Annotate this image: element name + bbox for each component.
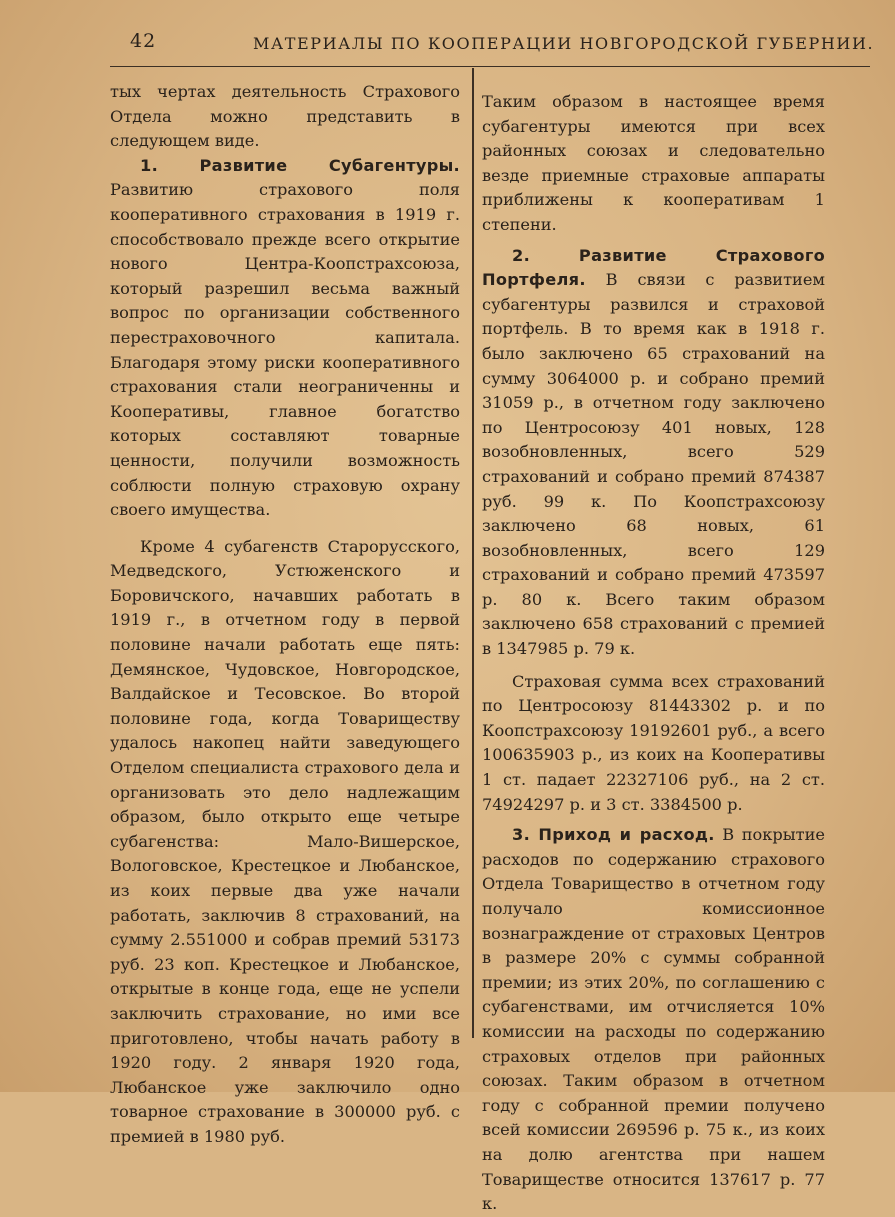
right-column [482,90,825,1217]
left-paragraph-subagency [110,154,460,523]
left-paragraph-continuation: тых чертах деятельность Страхового Отдела можно представить в следующем виде. [110,82,460,151]
running-head: МАТЕРИАЛЫ ПО КООПЕРАЦИИ НОВГОРОДСКОЙ ГУБЕРНИИ. [253,34,875,53]
right-paragraph-insured-sum: Страховая сумма всех страхований по Центросоюзу 81443302 р. и по Коопстрахсоюзу 19192601 руб., а всего 100635903 р., из коих на Кооперативы 1 ст. падает 22327106 руб., на 2 ст. 74924297 р. и 3 ст. 3384500 р. [482,671,825,814]
page-header [110,30,875,67]
section-text-subagency: Развитию страхового поля кооперативного страхования в 1919 г. способствовало прежде всего открытие нового Центра-Коопстрахсоюза, который разрешил весьма важный вопрос по организации собственного перестраховочного капитала. Благодаря этому риски кооперативного страхования стали неограниченны и Кооперативы, главное богатство которых составляют товарные ценности, получили возможность соблюсти полную страховую охрану своего имущества. [110,180,460,520]
section-heading-subagency: 1. Развитие Субагентуры. [140,155,460,175]
section-heading-income-expense: 3. Приход и расход. [512,825,715,845]
left-paragraph-subagencies-list: Кроме 4 субагенств Старорусского, Медведского, Устюженского и Боровичского, начавших работать в 1919 г., в отчетном году в первой половине начали работать еще пять: Демянское, Чудовское, Новгородское, Валдайское и Тесовское. Во второй половине года, когда Товариществу удалось накопец найти заведующего Отделом специалиста страхового дела и организовать это дело надлежащим образом, было открыто еще четыре субагенства: Мало-Вишерское, Вологовское, Крестецкое и Любанское, из коих первые два уже начали работать, заключив 8 страхований, на сумму 2.551000 и собрав премий 53173 руб. 23 коп. Крестецкое и Любанское, открытые в конце года, еще не успели заключить страхование, но ими все приготовлено, чтобы начать работу в 1920 году. 2 января 1920 года, Любанское уже заключило одно товарное страхование в 300000 руб. с премией в 1980 руб. [110,536,460,1146]
page-number: 42 [130,30,157,52]
left-column [110,80,460,1150]
section-heading-portfolio: 2. Развитие Страхового Портфеля. [482,245,825,290]
right-paragraph-continuation: Таким образом в настоящее время субагентуры имеются при всех районных союзах и следовательно везде приемные страховые аппараты приближены к кооперативам 1 степени. [482,92,825,234]
right-paragraph-income-expense [482,823,825,1217]
section-text-income-expense: В покрытие расходов по содержанию страхового Отдела Товарищество в отчетном году получало комиссионное вознаграждение от страховых Центров в размере 20% с суммы собранной премии; из этих 20%, по соглашению с субагенствами, им отчисляется 10% комиссии на расходы по содержанию страховых отделов при районных союзах. Таким образом в отчетном году с собранной премии получено всей комиссии 269596 р. 75 к., из коих на долю агентства при нашем Товариществе относится 137617 р. 77 к. [482,825,825,1214]
right-paragraph-portfolio [482,244,825,662]
section-text-portfolio: В связи с развитием субагентуры развился и страховой портфель. В то время как в 1918 г. было заключено 65 страхований на сумму 3064000 р. и собрано премий 31059 р., в отчетном году заключено по Центросоюзу 401 новых, 128 возобновленных, всего 529 страхований и собрано премий 874387 руб. 99 к. По Коопстрахсоюзу заключено 68 новых, 61 возобновленных, всего 129 страхований и собрано премий 473597 р. 80 к. Всего таким образом заключено 658 страхований с премией в 1347985 р. 79 к. [482,270,825,659]
column-divider [472,68,474,1038]
